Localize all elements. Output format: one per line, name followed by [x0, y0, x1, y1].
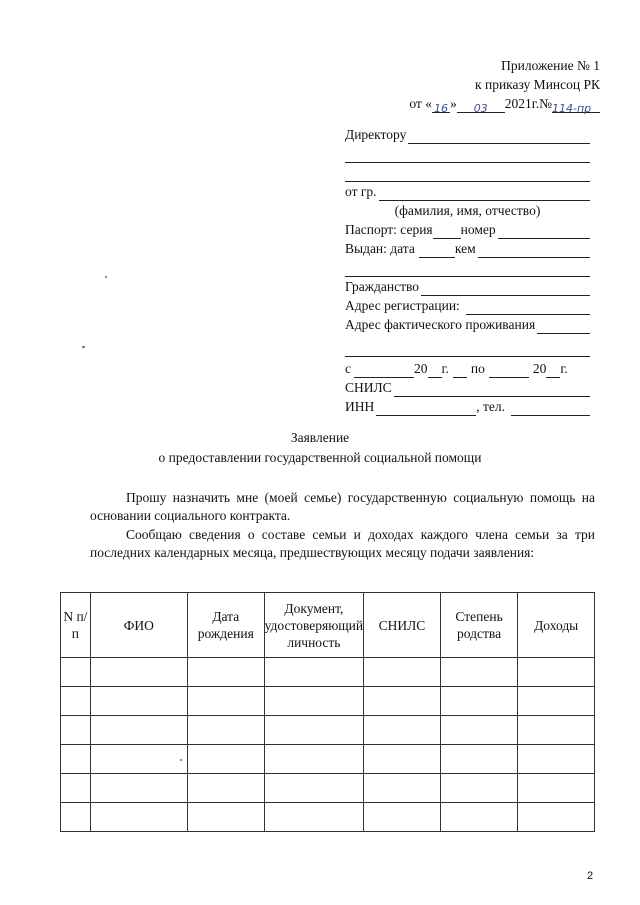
- table-header-cell: Документ, удостоверяющий личность: [264, 593, 364, 658]
- issued-by-field[interactable]: [478, 243, 590, 258]
- table-cell[interactable]: [90, 774, 187, 803]
- table-cell[interactable]: [61, 745, 91, 774]
- snils-field[interactable]: [394, 382, 590, 397]
- table-row: [61, 658, 595, 687]
- phone-field[interactable]: [511, 401, 590, 416]
- table-cell[interactable]: [187, 745, 264, 774]
- scan-speck: [105, 276, 107, 278]
- inn-label: ИНН: [345, 399, 375, 414]
- table-cell[interactable]: [264, 803, 364, 832]
- table-header-cell: СНИЛС: [364, 593, 441, 658]
- period-to-field[interactable]: [489, 363, 529, 378]
- actual-address-field[interactable]: [537, 319, 590, 334]
- table-cell[interactable]: [61, 774, 91, 803]
- table-cell[interactable]: [518, 658, 595, 687]
- title-line2: о предоставлении государственной социальной помощи: [158, 450, 482, 465]
- paragraph-request: Прошу назначить мне (моей семье) государственную социальную помощь на основании социального контракта.: [90, 490, 595, 523]
- table-header-cell: ФИО: [90, 593, 187, 658]
- table-cell[interactable]: [90, 803, 187, 832]
- year-from-field[interactable]: [428, 363, 442, 378]
- actual-address-label: Адрес фактического проживания: [345, 317, 536, 332]
- appendix-header: [409, 56, 600, 113]
- table-cell[interactable]: [518, 716, 595, 745]
- table-row: [61, 716, 595, 745]
- year-to-field[interactable]: [546, 363, 560, 378]
- paragraph-family-info: Сообщаю сведения о составе семьи и доходах каждого члена семьи за три последних календарных месяца, предшествующих месяцу подачи заявления:: [90, 527, 595, 560]
- table-cell[interactable]: [440, 687, 518, 716]
- table-header-cell: Степень родства: [440, 593, 518, 658]
- title-line1: Заявление: [290, 430, 350, 445]
- snils-label: СНИЛС: [345, 380, 392, 395]
- table-cell[interactable]: [187, 687, 264, 716]
- table-cell[interactable]: [187, 803, 264, 832]
- order-number: 114-пр: [552, 102, 592, 115]
- table-cell[interactable]: [187, 716, 264, 745]
- citizenship-label: Гражданство: [345, 279, 420, 294]
- appendix-number: Приложение № 1: [501, 58, 600, 73]
- table-cell[interactable]: [90, 658, 187, 687]
- table-header-cell: N п/п: [61, 593, 91, 658]
- table-cell[interactable]: [90, 716, 187, 745]
- table-header-cell: Дата рождения: [187, 593, 264, 658]
- document-title: [0, 428, 640, 468]
- director-field[interactable]: [408, 129, 590, 144]
- scan-speck: [180, 759, 182, 761]
- table-cell[interactable]: [90, 687, 187, 716]
- table-cell[interactable]: [364, 774, 441, 803]
- period-to-day-field[interactable]: [453, 363, 467, 378]
- order-date-line: от « 16 » 03 2021г.№114-пр: [409, 94, 600, 113]
- table-body: [61, 658, 595, 832]
- table-cell[interactable]: [264, 774, 364, 803]
- table-cell[interactable]: [264, 687, 364, 716]
- blank-line[interactable]: [345, 258, 590, 277]
- table-cell[interactable]: [264, 745, 364, 774]
- table-cell[interactable]: [440, 658, 518, 687]
- order-reference: к приказу Минсоц РК: [475, 77, 600, 92]
- table-cell[interactable]: [518, 687, 595, 716]
- table-cell[interactable]: [264, 658, 364, 687]
- passport-series-field[interactable]: [433, 224, 461, 239]
- from-label: от гр.: [345, 184, 377, 199]
- scan-speck: [82, 346, 85, 348]
- issue-date-field[interactable]: [419, 243, 455, 258]
- table-cell[interactable]: [364, 687, 441, 716]
- name-hint: (фамилия, имя, отчество): [394, 203, 541, 218]
- reg-address-field[interactable]: [466, 300, 590, 315]
- table-cell[interactable]: [440, 716, 518, 745]
- table-row: [61, 687, 595, 716]
- table-cell[interactable]: [364, 745, 441, 774]
- table-row: [61, 774, 595, 803]
- table-cell[interactable]: [187, 658, 264, 687]
- page-number: 2: [587, 870, 594, 882]
- passport-number-field[interactable]: [498, 224, 590, 239]
- table-cell[interactable]: [440, 803, 518, 832]
- table-cell[interactable]: [364, 658, 441, 687]
- table-cell[interactable]: [61, 658, 91, 687]
- table-cell[interactable]: [61, 803, 91, 832]
- table-cell[interactable]: [440, 745, 518, 774]
- table-row: [61, 803, 595, 832]
- period-from-field[interactable]: [354, 363, 414, 378]
- table-cell[interactable]: [518, 745, 595, 774]
- blank-line[interactable]: [345, 144, 590, 163]
- family-income-table: [60, 592, 595, 832]
- reg-address-label: Адрес регистрации:: [345, 298, 460, 313]
- table-cell[interactable]: [518, 774, 595, 803]
- table-cell[interactable]: [364, 803, 441, 832]
- table-cell[interactable]: [187, 774, 264, 803]
- table-cell[interactable]: [90, 745, 187, 774]
- table-header-row: [61, 593, 595, 658]
- table-cell[interactable]: [61, 716, 91, 745]
- table-cell[interactable]: [264, 716, 364, 745]
- table-cell[interactable]: [364, 716, 441, 745]
- order-month: 03: [473, 102, 488, 115]
- order-day: 16: [433, 102, 448, 115]
- table-cell[interactable]: [440, 774, 518, 803]
- full-name-field[interactable]: [379, 186, 590, 201]
- blank-line[interactable]: [345, 163, 590, 182]
- director-label: Директору: [345, 127, 407, 142]
- citizenship-field[interactable]: [421, 281, 590, 296]
- table-cell[interactable]: [518, 803, 595, 832]
- blank-line[interactable]: [345, 334, 590, 357]
- inn-field[interactable]: [376, 401, 476, 416]
- table-cell[interactable]: [61, 687, 91, 716]
- table-header-cell: Доходы: [518, 593, 595, 658]
- addressee-block: Директору от гр. (фамилия, имя, отчество) Паспорт: серия номер Выдан: дата кем Гражданство Адрес регистрации: Адрес фактического проживания с 20 г. по 20 г. СНИЛС ИНН , тел.: [345, 125, 590, 416]
- table-row: [61, 745, 595, 774]
